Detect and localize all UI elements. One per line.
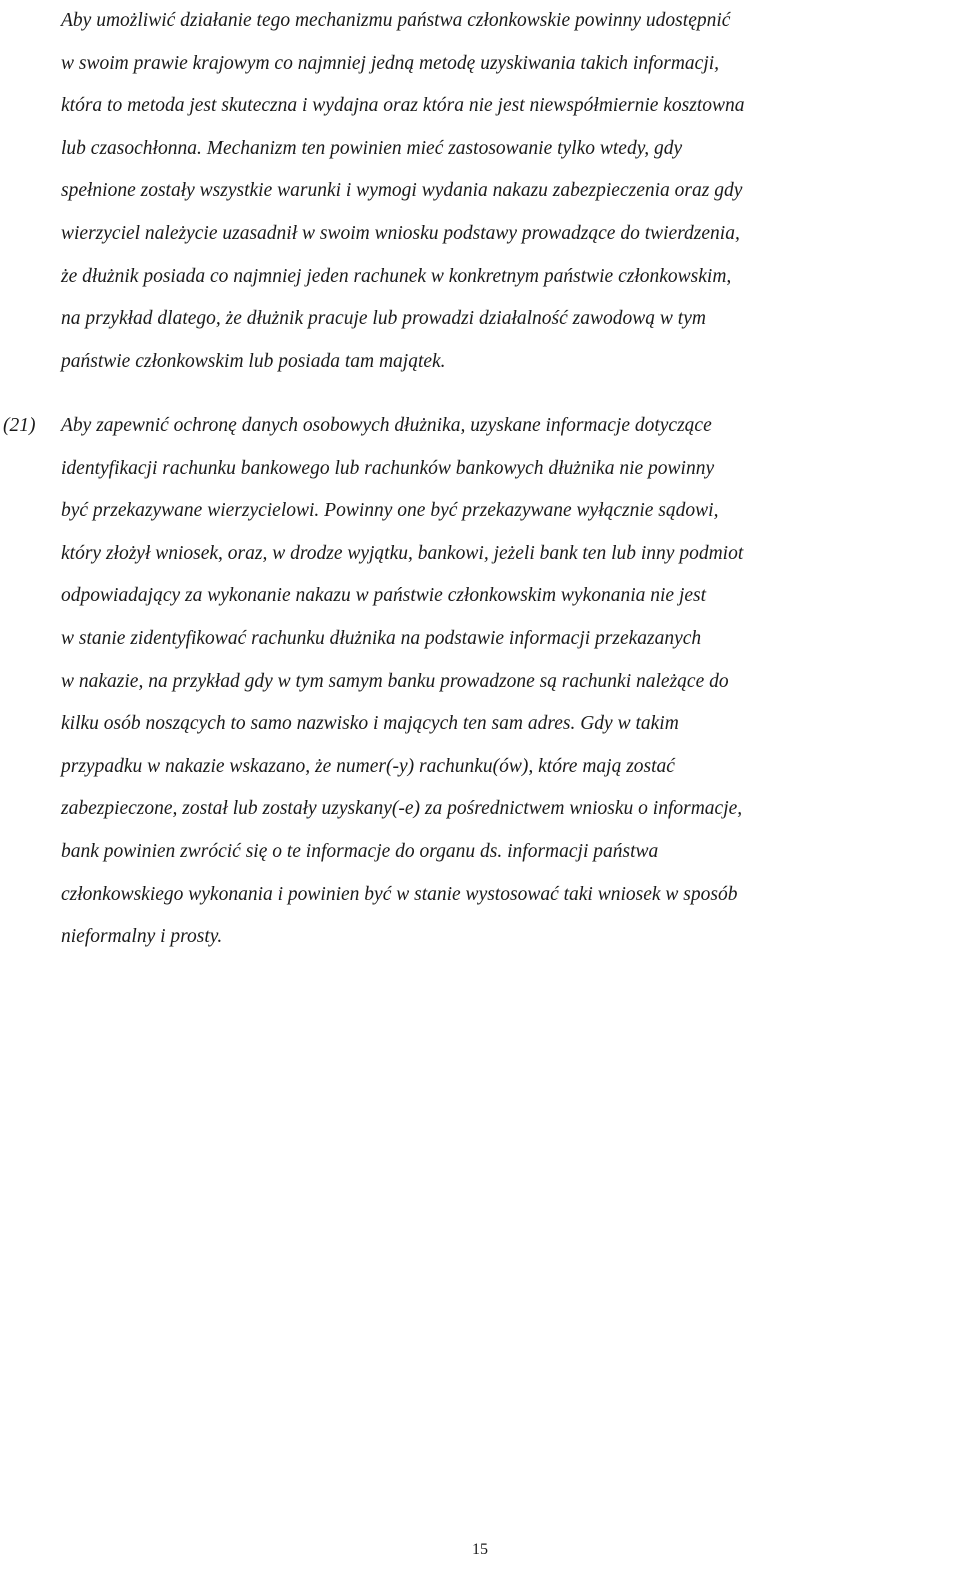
paragraph-continuation (61, 0, 745, 383)
text-line: państwie członkowskim lub posiada tam majątek. (61, 350, 446, 372)
text-line: odpowiadający za wykonanie nakazu w państwie członkowskim wykonania nie jest (61, 585, 707, 607)
text-line: na przykład dlatego, że dłużnik pracuje lub prowadzi działalność zawodową w tym (61, 308, 706, 330)
text-line: Aby umożliwić działanie tego mechanizmu państwa członkowskie powinny udostępnić (61, 10, 731, 31)
text-line: że dłużnik posiada co najmniej jeden rachunek w konkretnym państwie członkowskim, (61, 265, 732, 287)
text-line: w stanie zidentyfikować rachunku dłużnika na podstawie informacji przekazanych (61, 627, 702, 649)
text-line: w swoim prawie krajowym co najmniej jedną metodę uzyskiwania takich informacji, (61, 52, 720, 74)
text-line: wierzyciel należycie uzasadnił w swoim wniosku podstawy prowadzące do twierdzenia, (61, 222, 740, 244)
text-line: przypadku w nakazie wskazano, że numer(-y) rachunku(ów), które mają zostać (61, 755, 675, 777)
text-line: zabezpieczone, został lub zostały uzyskany(-e) za pośrednictwem wniosku o informacje, (61, 798, 743, 820)
text-line: która to metoda jest skuteczna i wydajna oraz która nie jest niewspółmiernie kosztowna (61, 95, 745, 117)
text-line: który złożył wniosek, oraz, w drodze wyjątku, bankowi, jeżeli bank ten lub inny podmiot (61, 542, 744, 564)
text-line: kilku osób noszących to samo nazwisko i mających ten sam adres. Gdy w takim (61, 713, 679, 735)
text-line: być przekazywane wierzycielowi. Powinny one być przekazywane wyłącznie sądowi, (61, 500, 719, 522)
recital-number: (21) (3, 415, 36, 436)
text-line: identyfikacji rachunku bankowego lub rachunków bankowych dłużnika nie powinny (61, 457, 715, 479)
recital-21-paragraph (61, 405, 743, 959)
text-line: spełnione zostały wszystkie warunki i wymogi wydania nakazu zabezpieczenia oraz gdy (61, 180, 743, 202)
text-line: lub czasochłonna. Mechanizm ten powinien mieć zastosowanie tylko wtedy, gdy (61, 137, 683, 159)
text-line: bank powinien zwrócić się o te informacje do organu ds. informacji państwa (61, 840, 659, 862)
text-line: Aby zapewnić ochronę danych osobowych dłużnika, uzyskane informacje dotyczące (61, 415, 712, 436)
text-line: członkowskiego wykonania i powinien być w stanie wystosować taki wniosek w sposób (61, 883, 738, 905)
page-number: 15 (472, 1541, 488, 1558)
text-line: w nakazie, na przykład gdy w tym samym banku prowadzone są rachunki należące do (61, 670, 729, 692)
text-line: nieformalny i prosty. (61, 926, 223, 948)
